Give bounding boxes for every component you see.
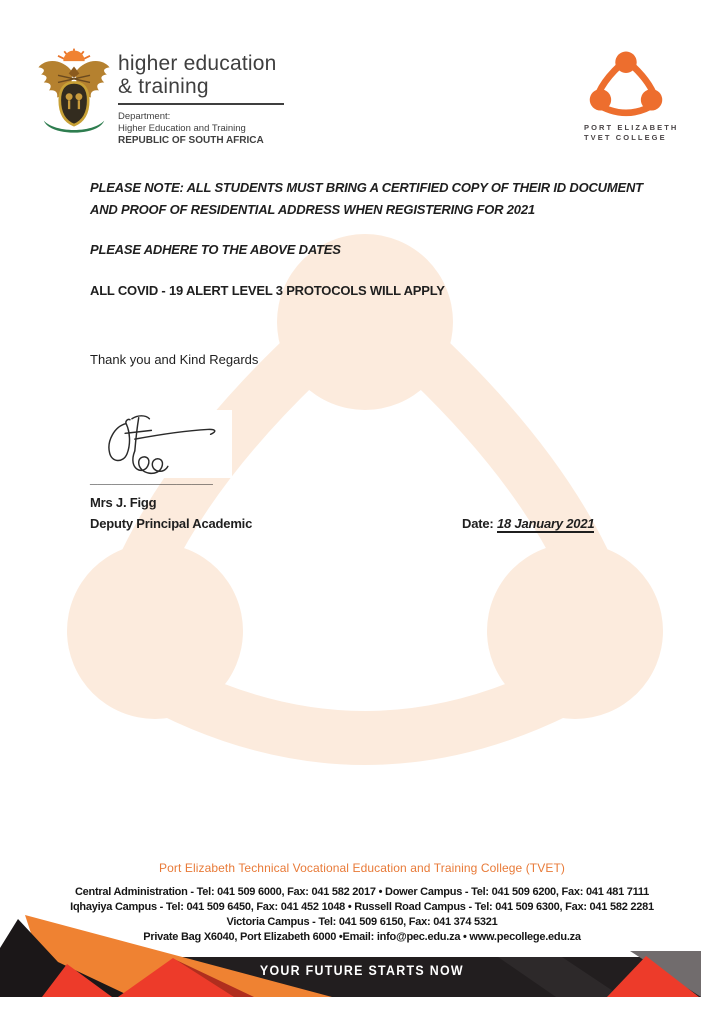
note-paragraph: PLEASE NOTE: ALL STUDENTS MUST BRING A CERTIFIED COPY OF THEIR ID DOCUMENT AND PROOF OF RESIDENTIAL ADDRESS WHEN REGISTERING FOR 2021 — [90, 180, 643, 217]
dept-name: Higher Education and Training — [118, 122, 246, 134]
tvet-college-logo-icon — [588, 48, 664, 121]
date-line — [462, 513, 594, 535]
signer-title: Deputy Principal Academic — [90, 516, 253, 531]
header-divider — [118, 103, 284, 105]
footer-contact-line: Iqhayiya Campus - Tel: 041 509 6450, Fax: 041 452 1048 • Russell Road Campus - Tel: 041 509 6300, Fax: 041 582 2281 — [70, 901, 654, 913]
south-africa-coat-of-arms-icon — [34, 46, 114, 142]
covid-line: ALL COVID - 19 ALERT LEVEL 3 PROTOCOLS WILL APPLY — [90, 283, 445, 298]
tvet-wordmark-line2: TVET COLLEGE — [584, 133, 667, 142]
footer-slogan — [0, 963, 724, 978]
signature-rule: _________________ — [90, 471, 213, 486]
footer-slogan-text: YOUR FUTURE STARTS NOW — [259, 963, 465, 978]
tvet-wordmark-line1: PORT ELIZABETH — [584, 123, 679, 132]
thanks-line: Thank you and Kind Regards — [90, 352, 259, 367]
dept-title-line1: higher education — [118, 52, 277, 75]
dept-label: Department: — [118, 111, 171, 122]
tvet-college-wordmark — [584, 123, 704, 143]
signer-name: Mrs J. Figg — [90, 495, 157, 510]
date-value: 18 January 2021 — [496, 516, 595, 531]
footer-contact-line: Victoria Campus - Tel: 041 509 6150, Fax: 041 374 5321 — [226, 916, 498, 928]
adhere-line: PLEASE ADHERE TO THE ABOVE DATES — [90, 242, 341, 257]
footer-contact-line: Private Bag X6040, Port Elizabeth 6000 •Email: info@pec.edu.za • www.pecollege.edu.za — [143, 931, 581, 943]
department-header — [118, 52, 318, 146]
footer-college-title: Port Elizabeth Technical Vocational Education and Training College (TVET) — [159, 861, 565, 875]
dept-country: REPUBLIC OF SOUTH AFRICA — [118, 134, 264, 146]
date-label: Date: — [462, 516, 494, 531]
footer-banner-graphic — [0, 914, 724, 998]
footer-contact-line: Central Administration - Tel: 041 509 6000, Fax: 041 582 2017 • Dower Campus - Tel: 041 509 6200, Fax: 041 481 7111 — [74, 886, 650, 898]
dept-title-line2: & training — [118, 75, 209, 98]
